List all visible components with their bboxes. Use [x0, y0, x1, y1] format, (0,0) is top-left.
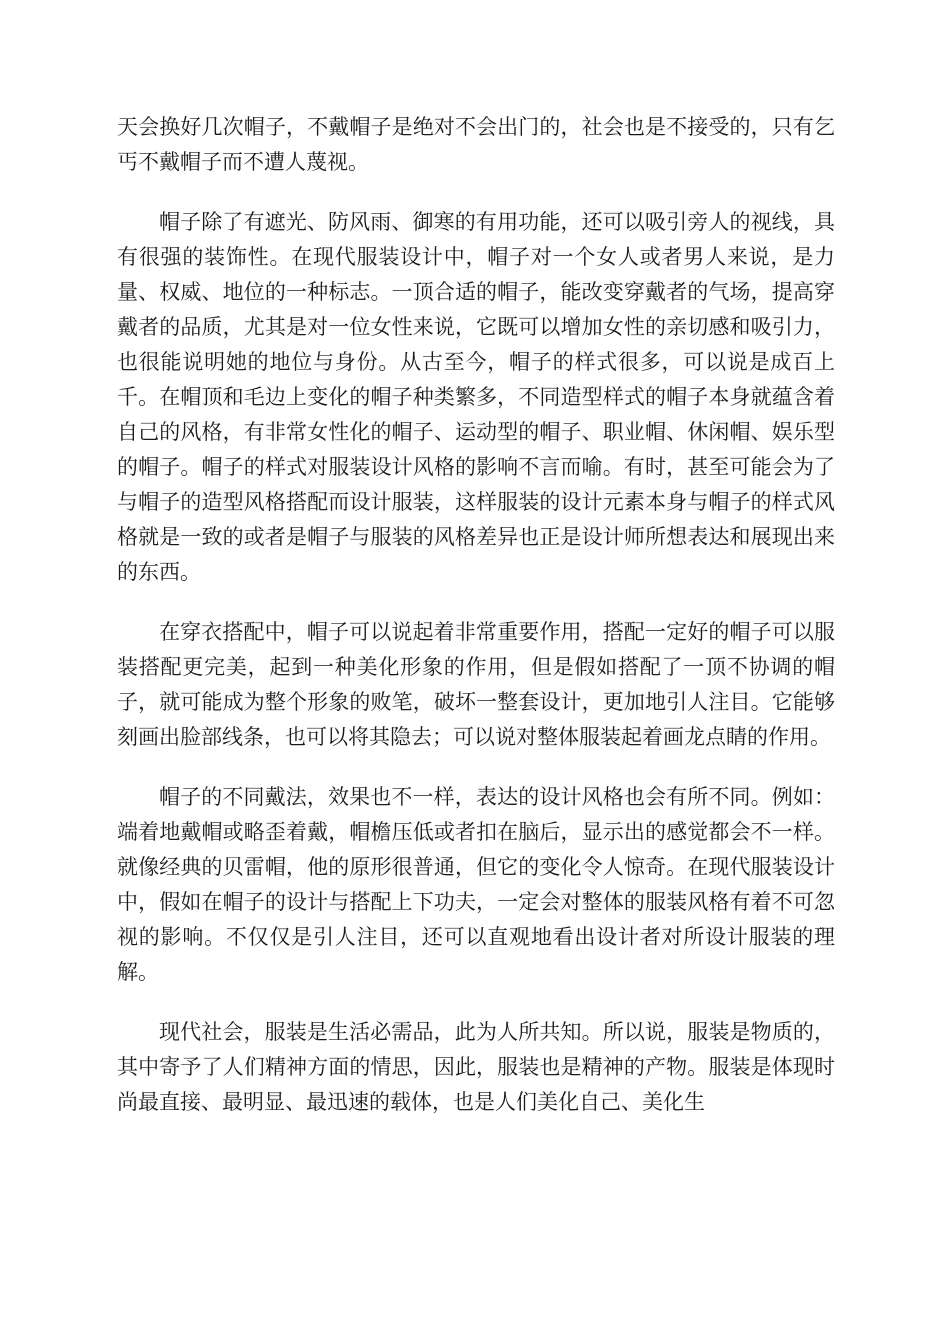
document-page [117, 110, 835, 1145]
paragraph-5: 现代社会，服装是生活必需品，此为人所共知。所以说，服装是物质的，其中寄予了人们精神方面的情思，因此，服装也是精神的产物。服装是体现时尚最直接、最明显、最迅速的载体，也是人们美化自己、美化生 [117, 1020, 835, 1114]
paragraph-1: 天会换好几次帽子，不戴帽子是绝对不会出门的，社会也是不接受的，只有乞丐不戴帽子而不遭人蔑视。 [117, 115, 835, 174]
paragraph-3: 在穿衣搭配中，帽子可以说起着非常重要作用，搭配一定好的帽子可以服装搭配更完美，起到一种美化形象的作用，但是假如搭配了一顶不协调的帽子，就可能成为整个形象的败笔，破坏一整套设计，更加地引人注目。它能够刻画出脸部线条，也可以将其隐去；可以说对整体服装起着画龙点睛的作用。 [117, 620, 835, 749]
paragraph-4: 帽子的不同戴法，效果也不一样，表达的设计风格也会有所不同。例如：端着地戴帽或略歪着戴，帽檐压低或者扣在脑后，显示出的感觉都会不一样。就像经典的贝雷帽，他的原形很普通，但它的变化令人惊奇。在现代服装设计中，假如在帽子的设计与搭配上下功夫，一定会对整体的服装风格有着不可忽视的影响。不仅仅是引人注目，还可以直观地看出设计者对所设计服装的理解。 [117, 785, 835, 984]
paragraph-2: 帽子除了有遮光、防风雨、御寒的有用功能，还可以吸引旁人的视线，具有很强的装饰性。在现代服装设计中，帽子对一个女人或者男人来说，是力量、权威、地位的一种标志。一顶合适的帽子，能改变穿戴者的气场，提高穿戴者的品质，尤其是对一位女性来说，它既可以增加女性的亲切感和吸引力，也很能说明她的地位与身份。从古至今，帽子的样式很多，可以说是成百上千。在帽顶和毛边上变化的帽子种类繁多，不同造型样式的帽子本身就蕴含着自己的风格，有非常女性化的帽子、运动型的帽子、职业帽、休闲帽、娱乐型的帽子。帽子的样式对服装设计风格的影响不言而喻。有时，甚至可能会为了与帽子的造型风格搭配而设计服装，这样服装的设计元素本身与帽子的样式风格就是一致的或者是帽子与服装的风格差异也正是设计师所想表达和展现出来的东西。 [117, 210, 835, 584]
